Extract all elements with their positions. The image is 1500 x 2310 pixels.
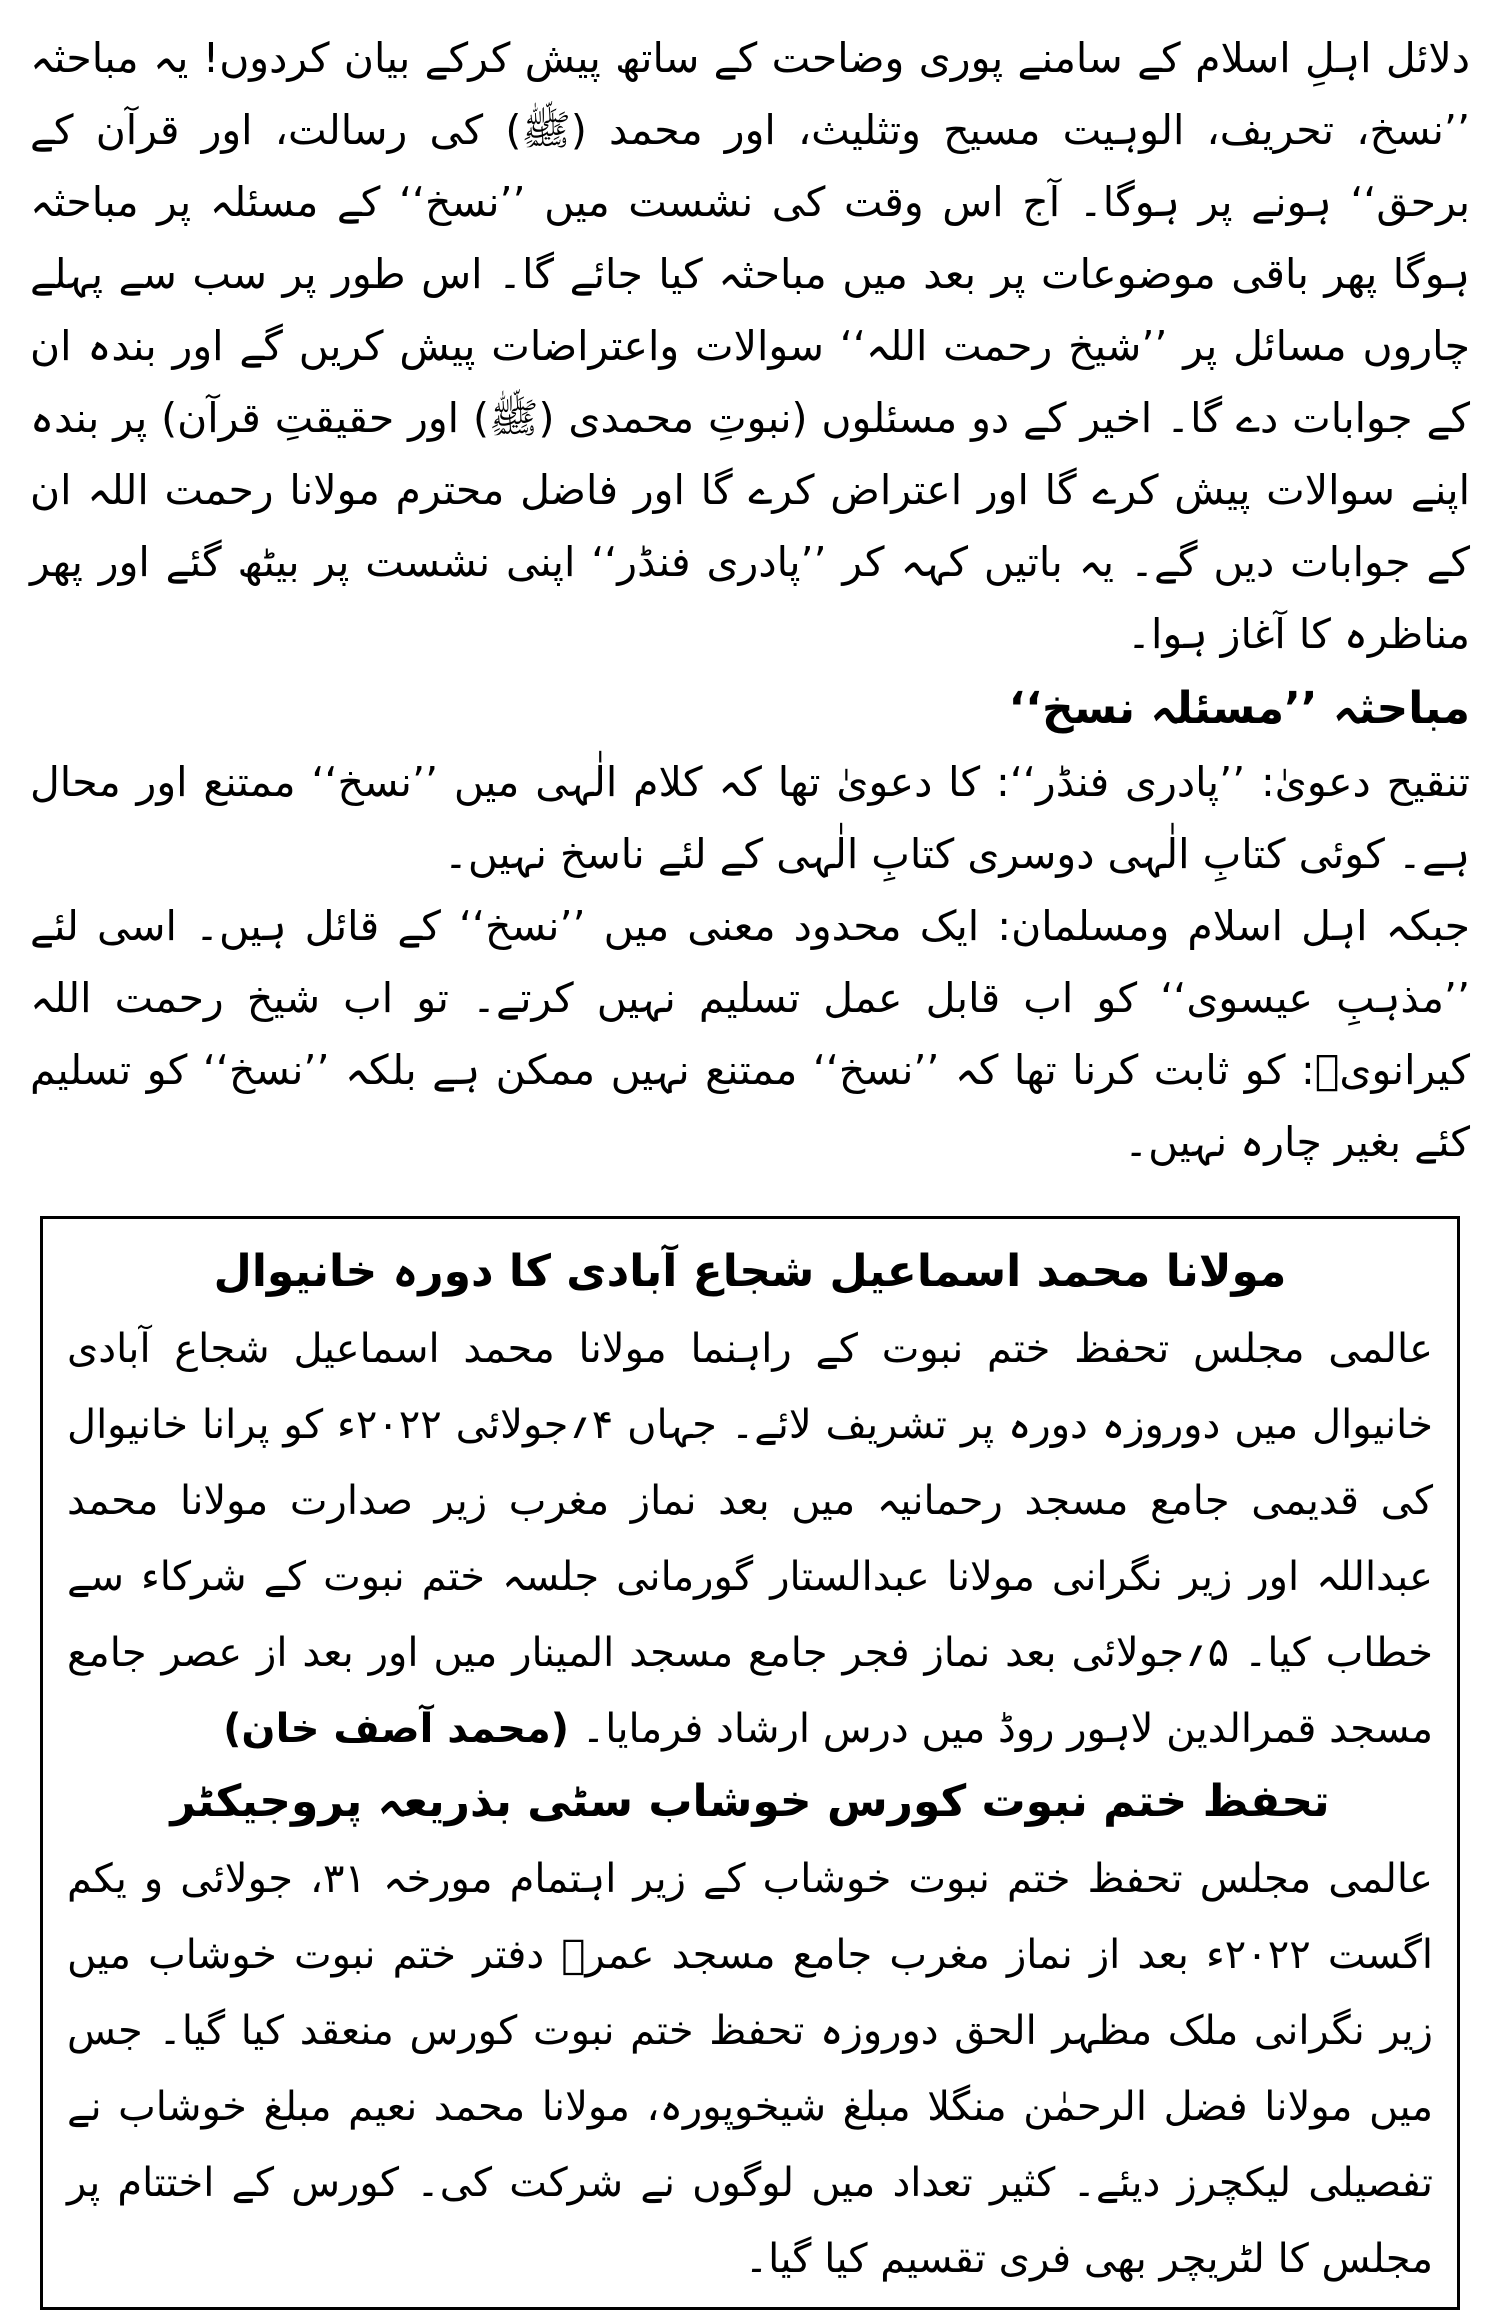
news-credit-1: (محمد آصف خان) — [223, 1706, 570, 1752]
news-title-1: مولانا محمد اسماعیل شجاع آبادی کا دورہ خانیوال — [213, 1246, 1287, 1297]
news-body-1-text: عالمی مجلس تحفظ ختم نبوت کے راہنما مولانا محمد اسماعیل شجاع آبادی خانیوال میں دوروزہ دورہ پر تشریف لائے۔ جہاں ۴؍جولائی ۲۰۲۲ء کو پرانا خانیوال کی قدیمی جامع مسجد رحمانیہ میں بعد نماز مغرب زیر صدارت مولانا محمد عبداللہ اور زیر نگرانی مولانا عبدالستار گورمانی جلسہ ختم نبوت کے شرکاء سے خطاب کیا۔ ۵؍جولائی بعد نماز فجر جامع مسجد المینار میں اور بعد از عصر جامع مسجد قمرالدین لاہور روڈ میں درس ارشاد فرمایا۔ — [67, 1326, 1433, 1752]
news-box — [40, 1216, 1460, 2310]
news-title-2: تحفظ ختم نبوت کورس خوشاب سٹی بذریعہ پروجیکٹر — [170, 1776, 1330, 1827]
news-body-2: عالمی مجلس تحفظ ختم نبوت خوشاب کے زیر اہتمام مورخہ ۳۱، جولائی و یکم اگست ۲۰۲۲ء بعد از نماز مغرب جامع مسجد عمرؓ دفتر ختم نبوت خوشاب میں زیر نگرانی ملک مظہر الحق دوروزہ تحفظ ختم نبوت کورس منعقد کیا گیا۔ جس میں مولانا فضل الرحمٰن منگلا مبلغ شیخوپورہ، مولانا محمد نعیم مبلغ خوشاب نے تفصیلی لیکچرز دیئے۔ کثیر تعداد میں لوگوں نے شرکت کی۔ کورس کے اختتام پر مجلس کا لٹریچر بھی فری تقسیم کیا گیا۔ — [67, 1856, 1433, 2282]
article-paragraph-3: جبکہ اہل اسلام ومسلمان: ایک محدود معنی میں ’’نسخ‘‘ کے قائل ہیں۔ اسی لئے ’’مذہبِ عیسوی‘‘ کو اب قابل عمل تسلیم نہیں کرتے۔ تو اب شیخ رحمت اللہ کیرانویؒ: کو ثابت کرنا تھا کہ ’’نسخ‘‘ ممتنع نہیں ممکن ہے بلکہ ’’نسخ‘‘ کو تسلیم کئے بغیر چارہ نہیں۔ — [30, 902, 1470, 1166]
news-body-1 — [67, 1311, 1433, 1767]
article-paragraph-2: تنقیح دعویٰ: ’’پادری فنڈر‘‘: کا دعویٰ تھا کہ کلام الٰہی میں ’’نسخ‘‘ ممتنع اور محال ہے۔ کوئی کتابِ الٰہی دوسری کتابِ الٰہی کے لئے ناسخ نہیں۔ — [30, 758, 1470, 878]
section-heading: مباحثہ ’’مسئلہ نسخ‘‘ — [1008, 683, 1470, 734]
article-paragraph-1: دلائل اہلِ اسلام کے سامنے پوری وضاحت کے ساتھ پیش کرکے بیان کردوں! یہ مباحثہ ’’نسخ، تحریف، الوہیت مسیح وتثلیث، اور محمد (ﷺ) کی رسالت، اور قرآن کے برحق‘‘ ہونے پر ہوگا۔ آج اس وقت کی نشست میں ’’نسخ‘‘ کے مسئلہ پر مباحثہ ہوگا پھر باقی موضوعات پر بعد میں مباحثہ کیا جائے گا۔ اس طور پر سب سے پہلے چاروں مسائل پر ’’شیخ رحمت اللہ‘‘ سوالات واعتراضات پیش کریں گے اور بندہ ان کے جوابات دے گا۔ اخیر کے دو مسئلوں (نبوتِ محمدی (ﷺ) اور حقیقتِ قرآن) پر بندہ اپنے سوالات پیش کرے گا اور اعتراض کرے گا اور فاضل محترم مولانا رحمت اللہ ان کے جوابات دیں گے۔ یہ باتیں کہہ کر ’’پادری فنڈر‘‘ اپنی نشست پر بیٹھ گئے اور پھر مناظرہ کا آغاز ہوا۔ — [30, 34, 1470, 658]
